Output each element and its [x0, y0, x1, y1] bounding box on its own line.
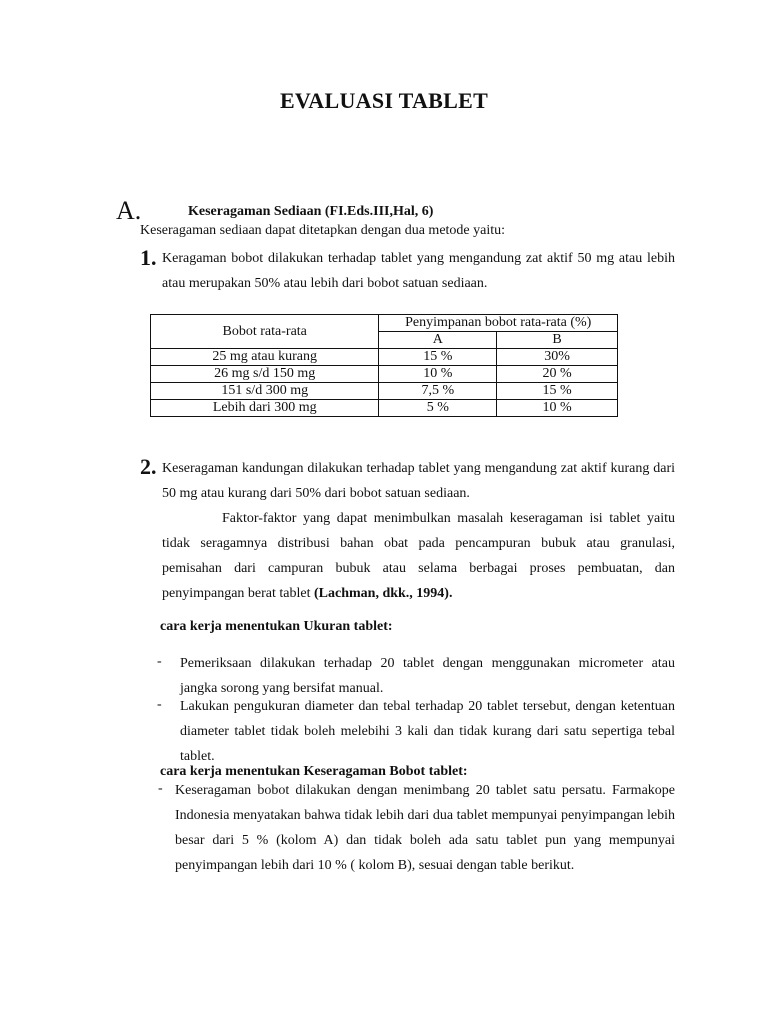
table-header-a: A [379, 332, 497, 349]
table-row [151, 349, 618, 366]
table-cell: 7,5 % [379, 383, 497, 400]
ukuran-bullet-text: Pemeriksaan dilakukan terhadap 20 tablet dengan menggunakan micrometer atau jangka sorong yang bersifat manual. [180, 656, 675, 696]
table-cell: 10 % [497, 400, 618, 417]
bobot-bullet-dash: - [158, 781, 163, 796]
item-2-citation: (Lachman, dkk., 1994). [314, 586, 453, 601]
ukuran-heading: cara kerja menentukan Ukuran tablet: [160, 619, 393, 634]
table-header-group: Penyimpanan bobot rata-rata (%) [379, 315, 618, 332]
bobot-heading: cara kerja menentukan Keseragaman Bobot tablet: [160, 764, 468, 779]
table-cell: Lebih dari 300 mg [151, 400, 379, 417]
item-1-text: Keragaman bobot dilakukan terhadap tablet yang mengandung zat aktif 50 mg atau lebih atau merupakan 50% atau lebih dari bobot satuan sediaan. [162, 251, 675, 291]
table-cell: 151 s/d 300 mg [151, 383, 379, 400]
bobot-bullet-text: Keseragaman bobot dilakukan dengan menimbang 20 tablet satu persatu. Farmakope Indonesia menyatakan bahwa tidak lebih dari dua tablet mempunyai penyimpangan lebih besar dari 5 % (kolom A) dan tidak boleh ada satu tablet pun yang mempunyai penyimpangan lebih dari 10 % ( kolom B), sesuai dengan table berikut. [175, 783, 675, 873]
section-a-letter: A. [116, 196, 142, 225]
ukuran-bullet-dash: - [157, 697, 162, 712]
table-row [151, 400, 618, 417]
table-cell: 26 mg s/d 150 mg [151, 366, 379, 383]
table-header-row [151, 315, 618, 332]
bobot-deviation-table [150, 314, 618, 417]
item-2-paragraph: Faktor-faktor yang dapat menimbulkan masalah keseragaman isi tablet yaitu tidak seragamnya distribusi bahan obat pada pencampuran bubuk atau granulasi, pemisahan dari campuran bubuk atau selama berbagai proses pembuatan, dan penyimpangan berat tablet [162, 511, 675, 601]
ukuran-bullet-text: Lakukan pengukuran diameter dan tebal terhadap 20 tablet tersebut, dengan ketentuan diameter tablet tidak boleh melebihi 3 kali dan tidak kurang dari satu sepertiga tebal tablet. [180, 699, 675, 764]
ukuran-bullet-dash: - [157, 654, 162, 669]
table-cell: 25 mg atau kurang [151, 349, 379, 366]
document-title: EVALUASI TABLET [279, 88, 489, 113]
table-row [151, 366, 618, 383]
section-a-intro: Keseragaman sediaan dapat ditetapkan dengan dua metode yaitu: [140, 223, 506, 238]
section-a-heading: Keseragaman Sediaan (FI.Eds.III,Hal, 6) [188, 204, 434, 219]
table-header-b: B [497, 332, 618, 349]
item-2-text [162, 456, 675, 606]
table-cell: 20 % [497, 366, 618, 383]
table-cell: 15 % [379, 349, 497, 366]
table-row [151, 383, 618, 400]
item-2-lead: Keseragaman kandungan dilakukan terhadap tablet yang mengandung zat aktif kurang dari 50 mg atau kurang dari 50% dari bobot satuan sediaan. [162, 461, 675, 501]
table-cell: 5 % [379, 400, 497, 417]
table-header-bobot: Bobot rata-rata [151, 315, 379, 349]
item-1-number: 1. [140, 245, 157, 270]
item-2-number: 2. [140, 454, 157, 479]
table-cell: 15 % [497, 383, 618, 400]
table-cell: 10 % [379, 366, 497, 383]
table-cell: 30% [497, 349, 618, 366]
